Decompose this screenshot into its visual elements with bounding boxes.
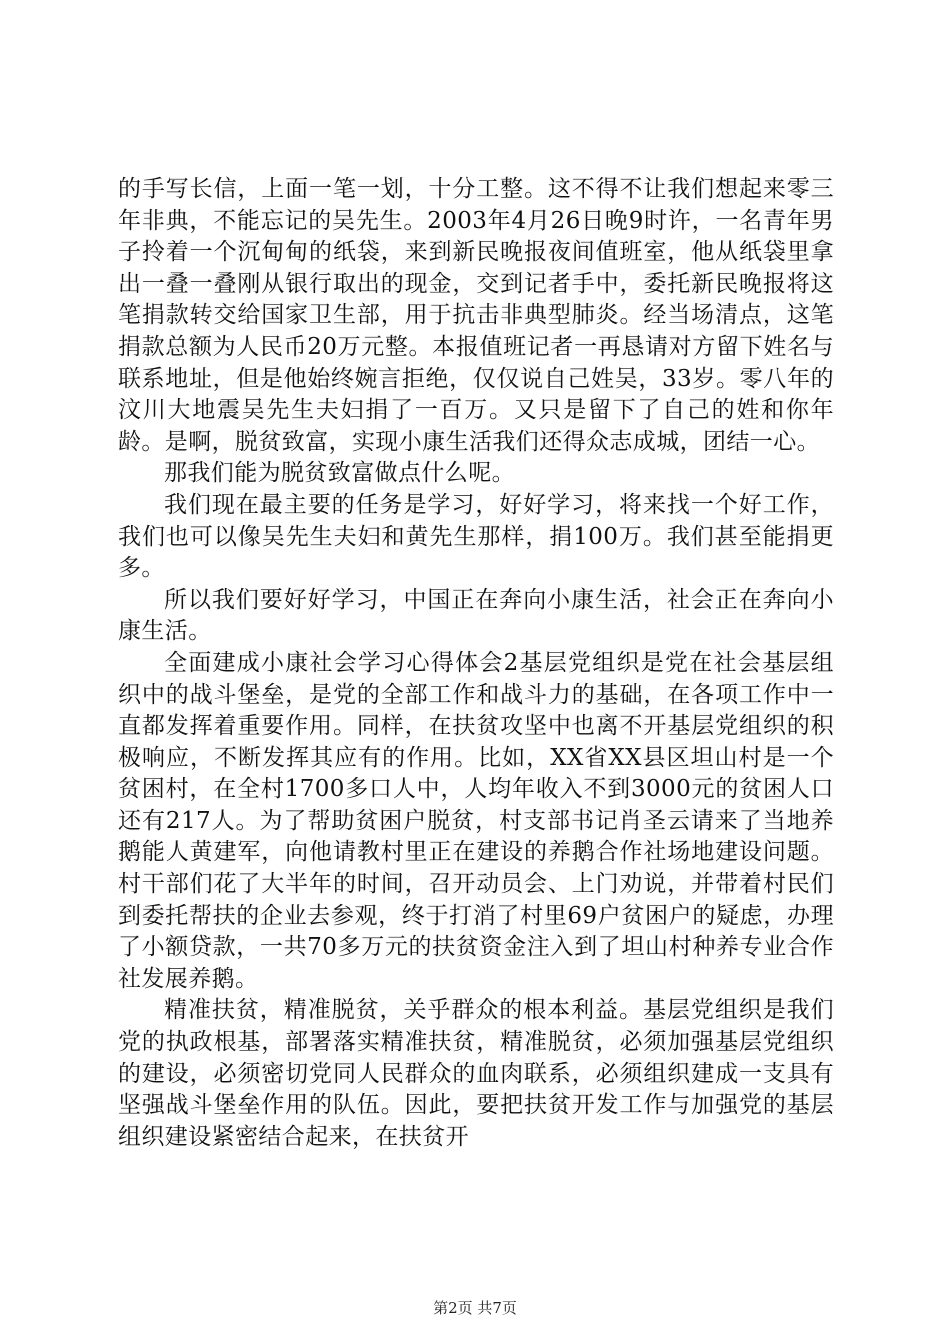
page-footer: 第2页 共7页: [433, 1299, 517, 1317]
paragraph-continued: 的手写长信，上面一笔一划，十分工整。这不得不让我们想起来零三年非典，不能忘记的吴先生。2003年4月26日晚9时许，一名青年男子拎着一个沉甸甸的纸袋，来到新民晚报夜间值班室，他从纸袋里拿出一叠一叠刚从银行取出的现金，交到记者手中，委托新民晚报将这笔捐款转交给国家卫生部，用于抗击非典型肺炎。经当场清点，这笔捐款总额为人民币20万元整。本报值班记者一再恳请对方留下姓名与联系地址，但是他始终婉言拒绝，仅仅说自己姓吴，33岁。零八年的汶川大地震吴先生夫妇捐了一百万。又只是留下了自己的姓和你年龄。是啊，脱贫致富，实现小康生活我们还得众志成城，团结一心。: [118, 176, 834, 455]
paragraph: 那我们能为脱贫致富做点什么呢。: [164, 460, 515, 487]
paragraph: 我们现在最主要的任务是学习，好好学习，将来找一个好工作，我们也可以像吴先生夫妇和黄先生那样，捐100万。我们甚至能捐更多。: [118, 491, 834, 582]
paragraph: 全面建成小康社会学习心得体会2基层党组织是党在社会基层组织中的战斗堡垒，是党的全部工作和战斗力的基础，在各项工作中一直都发挥着重要作用。同样，在扶贫攻坚中也离不开基层党组织的积极响应，不断发挥其应有的作用。比如，XX省XX县区坦山村是一个贫困村，在全村1700多口人中，人均年收入不到3000元的贫困人口还有217人。为了帮助贫困户脱贫，村支部书记肖圣云请来了当地养鹅能人黄建军，向他请教村里正在建设的养鹅合作社场地建设问题。村干部们花了大半年的时间，召开动员会、上门劝说，并带着村民们到委托帮扶的企业去参观，终于打消了村里69户贫困户的疑虑，办理了小额贷款，一共70多万元的扶贫资金注入到了坦山村种养专业合作社发展养鹅。: [118, 649, 834, 992]
paragraph: 精准扶贫，精准脱贫，关乎群众的根本利益。基层党组织是我们党的执政根基，部署落实精准扶贫，精准脱贫，必须加强基层党组织的建设，必须密切党同人民群众的血肉联系，必须组织建成一支具有坚强战斗堡垒作用的队伍。因此，要把扶贫开发工作与加强党的基层组织建设紧密结合起来，在扶贫开: [118, 997, 834, 1150]
document-body: [118, 174, 834, 1153]
paragraph: 所以我们要好好学习，中国正在奔向小康生活，社会正在奔向小康生活。: [118, 586, 834, 645]
